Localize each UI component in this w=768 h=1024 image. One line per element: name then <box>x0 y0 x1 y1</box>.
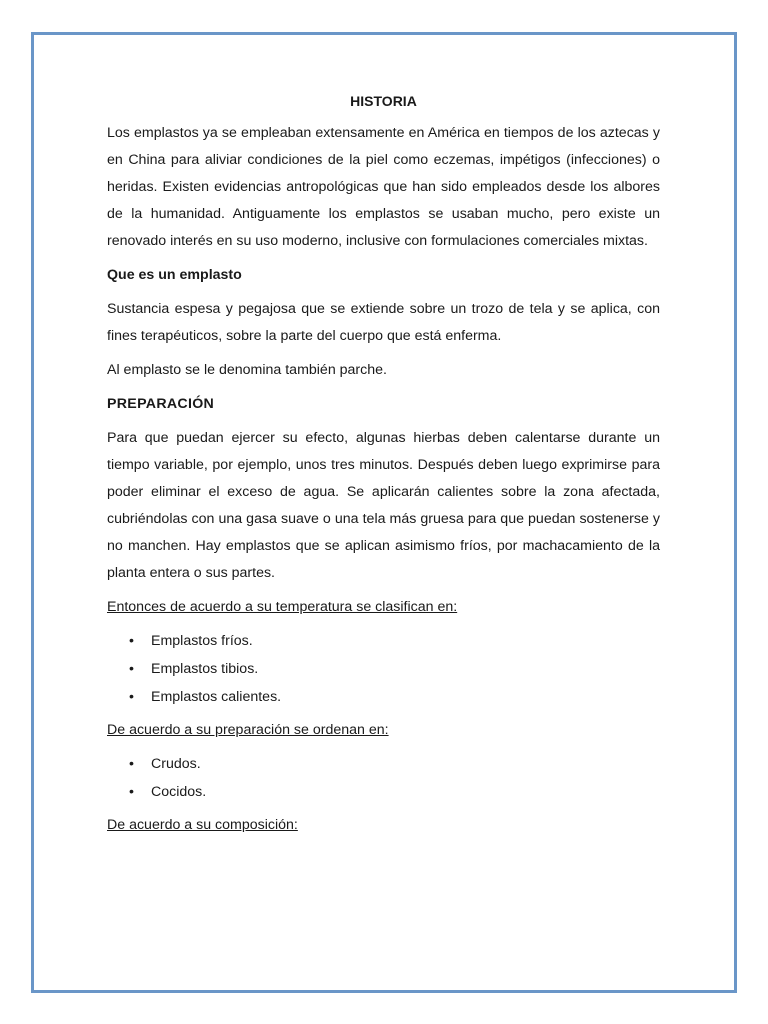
list-item <box>107 778 660 806</box>
list-item-text: Emplastos fríos. <box>151 633 253 649</box>
list-item-text: Crudos. <box>151 756 201 772</box>
bullet-icon: • <box>129 661 134 677</box>
definition-heading: Que es un emplasto <box>107 267 242 283</box>
list-item <box>107 750 660 778</box>
temperature-classification-heading: Entonces de acuerdo a su temperatura se clasifican en: <box>107 599 458 615</box>
alias-paragraph: Al emplasto se le denomina también parche. <box>107 362 387 378</box>
preparation-paragraph: Para que puedan ejercer su efecto, algunas hierbas deben calentarse durante un tiempo variable, por ejemplo, unos tres minutos. Después deben luego exprimirse para poder eliminar el exceso de agua. Se aplicarán calientes sobre la zona afectada, cubriéndolas con una gasa suave o una tela más gruesa para que puedan sostenerse y no manchen. Hay emplastos que se aplican asimismo fríos, por machacamiento de la planta entera o sus partes. <box>107 430 660 581</box>
list-item <box>107 683 660 711</box>
list-item <box>107 627 660 655</box>
document-body <box>107 88 660 845</box>
bullet-icon: • <box>129 633 134 649</box>
preparation-list <box>107 750 660 806</box>
document-title: HISTORIA <box>350 93 417 109</box>
list-item-text: Emplastos calientes. <box>151 689 282 705</box>
list-item-text: Emplastos tibios. <box>151 661 259 677</box>
bullet-icon: • <box>129 784 134 800</box>
bullet-icon: • <box>129 756 134 772</box>
history-paragraph: Los emplastos ya se empleaban extensamente en América en tiempos de los aztecas y en China para aliviar condiciones de la piel como eczemas, impétigos (infecciones) o heridas. Existen evidencias antropológicas que han sido empleados desde los albores de la humanidad. Antiguamente los emplastos se usaban mucho, pero existe un renovado interés en su uso moderno, inclusive con formulaciones comerciales mixtas. <box>107 125 660 249</box>
bullet-icon: • <box>129 689 134 705</box>
composition-heading: De acuerdo a su composición: <box>107 817 298 833</box>
preparation-order-heading: De acuerdo a su preparación se ordenan en: <box>107 722 389 738</box>
definition-paragraph: Sustancia espesa y pegajosa que se extiende sobre un trozo de tela y se aplica, con fines terapéuticos, sobre la parte del cuerpo que está enferma. <box>107 301 660 344</box>
preparation-heading: PREPARACIÓN <box>107 396 215 412</box>
list-item-text: Cocidos. <box>151 784 207 800</box>
list-item <box>107 655 660 683</box>
temperature-list <box>107 627 660 711</box>
